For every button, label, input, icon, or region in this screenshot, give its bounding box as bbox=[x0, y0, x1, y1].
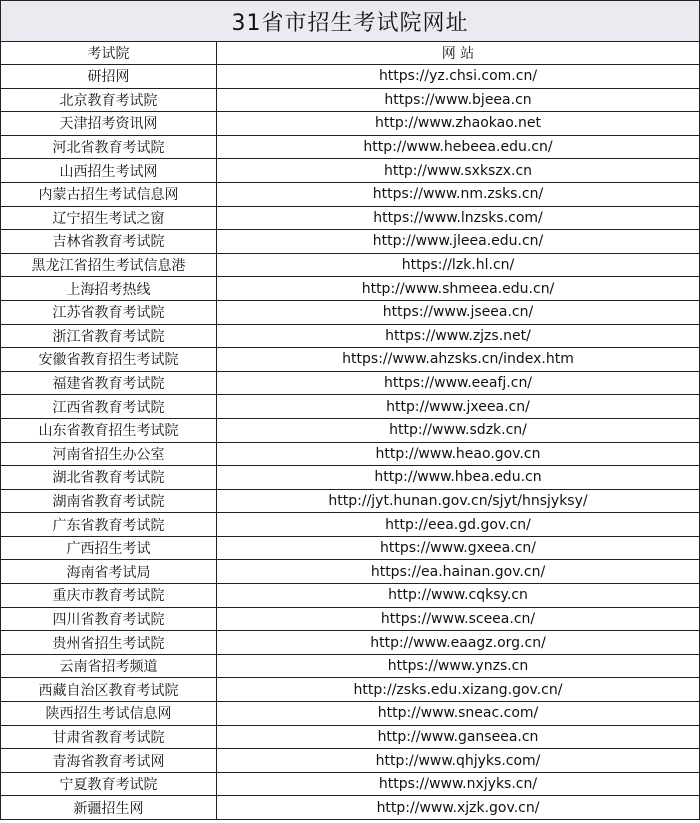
institute-name: 海南省考试局 bbox=[1, 560, 217, 584]
table-row bbox=[1, 182, 700, 206]
institute-url[interactable]: http://www.eaagz.org.cn/ bbox=[217, 631, 700, 655]
table-row bbox=[1, 88, 700, 112]
institute-url[interactable]: https://www.zjzs.net/ bbox=[217, 324, 700, 348]
table-row bbox=[1, 607, 700, 631]
institute-name: 湖南省教育考试院 bbox=[1, 489, 217, 513]
header-website: 网 站 bbox=[217, 42, 700, 65]
table-row bbox=[1, 749, 700, 773]
table-row bbox=[1, 206, 700, 230]
table-title: 31省市招生考试院网址 bbox=[1, 1, 700, 42]
institute-url[interactable]: http://www.zhaokao.net bbox=[217, 112, 700, 136]
table-row bbox=[1, 796, 700, 820]
institute-name: 黑龙江省招生考试信息港 bbox=[1, 253, 217, 277]
institute-url[interactable]: https://www.gxeea.cn/ bbox=[217, 536, 700, 560]
institute-name: 山西招生考试网 bbox=[1, 159, 217, 183]
institute-url[interactable]: http://www.jxeea.cn/ bbox=[217, 395, 700, 419]
table-row bbox=[1, 489, 700, 513]
table-row bbox=[1, 560, 700, 584]
institute-url[interactable]: http://eea.gd.gov.cn/ bbox=[217, 513, 700, 537]
institute-name: 江西省教育考试院 bbox=[1, 395, 217, 419]
institute-name: 西藏自治区教育考试院 bbox=[1, 678, 217, 702]
institute-name: 山东省教育招生考试院 bbox=[1, 418, 217, 442]
table-row bbox=[1, 230, 700, 254]
institute-name: 重庆市教育考试院 bbox=[1, 584, 217, 608]
institute-url[interactable]: http://www.sdzk.cn/ bbox=[217, 418, 700, 442]
institute-url[interactable]: https://www.bjeea.cn bbox=[217, 88, 700, 112]
table-row bbox=[1, 678, 700, 702]
institute-url[interactable]: http://www.shmeea.edu.cn/ bbox=[217, 277, 700, 301]
table-row bbox=[1, 418, 700, 442]
institute-name: 陕西招生考试信息网 bbox=[1, 702, 217, 726]
institute-name: 安徽省教育招生考试院 bbox=[1, 348, 217, 372]
institute-name: 河北省教育考试院 bbox=[1, 135, 217, 159]
institute-name: 天津招考资讯网 bbox=[1, 112, 217, 136]
institute-url[interactable]: http://www.xjzk.gov.cn/ bbox=[217, 796, 700, 820]
institute-url[interactable]: https://www.lnzsks.com/ bbox=[217, 206, 700, 230]
institute-name: 广东省教育考试院 bbox=[1, 513, 217, 537]
institute-url[interactable]: http://www.jleea.edu.cn/ bbox=[217, 230, 700, 254]
institute-url[interactable]: https://www.sceea.cn/ bbox=[217, 607, 700, 631]
institute-url[interactable]: http://www.hbea.edu.cn bbox=[217, 466, 700, 490]
institute-name: 上海招考热线 bbox=[1, 277, 217, 301]
institute-name: 新疆招生网 bbox=[1, 796, 217, 820]
table-row bbox=[1, 654, 700, 678]
institute-name: 湖北省教育考试院 bbox=[1, 466, 217, 490]
table-row bbox=[1, 536, 700, 560]
institute-url[interactable]: https://www.ynzs.cn bbox=[217, 654, 700, 678]
institute-url[interactable]: https://www.ahzsks.cn/index.htm bbox=[217, 348, 700, 372]
institute-name: 江苏省教育考试院 bbox=[1, 300, 217, 324]
institute-url[interactable]: http://www.qhjyks.com/ bbox=[217, 749, 700, 773]
institute-name: 四川省教育考试院 bbox=[1, 607, 217, 631]
table-body bbox=[1, 65, 700, 820]
table-row bbox=[1, 300, 700, 324]
table-row bbox=[1, 135, 700, 159]
table-row bbox=[1, 466, 700, 490]
institute-url[interactable]: https://ea.hainan.gov.cn/ bbox=[217, 560, 700, 584]
institute-url[interactable]: https://www.jseea.cn/ bbox=[217, 300, 700, 324]
table-row bbox=[1, 253, 700, 277]
institute-name: 内蒙古招生考试信息网 bbox=[1, 182, 217, 206]
table-row bbox=[1, 702, 700, 726]
table-row bbox=[1, 725, 700, 749]
institute-name: 云南省招考频道 bbox=[1, 654, 217, 678]
table-row bbox=[1, 772, 700, 796]
table-row bbox=[1, 442, 700, 466]
table-row bbox=[1, 159, 700, 183]
header-row bbox=[1, 42, 700, 65]
institute-name: 研招网 bbox=[1, 65, 217, 89]
institute-name: 吉林省教育考试院 bbox=[1, 230, 217, 254]
header-institute: 考试院 bbox=[1, 42, 217, 65]
institute-name: 北京教育考试院 bbox=[1, 88, 217, 112]
institute-url[interactable]: http://www.hebeea.edu.cn/ bbox=[217, 135, 700, 159]
institute-name: 辽宁招生考试之窗 bbox=[1, 206, 217, 230]
institute-url[interactable]: http://www.sneac.com/ bbox=[217, 702, 700, 726]
institute-name: 青海省教育考试网 bbox=[1, 749, 217, 773]
institute-url[interactable]: http://www.heao.gov.cn bbox=[217, 442, 700, 466]
table-row bbox=[1, 371, 700, 395]
institute-name: 甘肃省教育考试院 bbox=[1, 725, 217, 749]
institute-url[interactable]: https://www.eeafj.cn/ bbox=[217, 371, 700, 395]
institute-url[interactable]: http://www.sxkszx.cn bbox=[217, 159, 700, 183]
institute-url[interactable]: http://zsks.edu.xizang.gov.cn/ bbox=[217, 678, 700, 702]
institute-url[interactable]: http://www.ganseea.cn bbox=[217, 725, 700, 749]
table-row bbox=[1, 631, 700, 655]
institute-url[interactable]: https://www.nm.zsks.cn/ bbox=[217, 182, 700, 206]
institute-url[interactable]: http://www.cqksy.cn bbox=[217, 584, 700, 608]
institute-url[interactable]: https://yz.chsi.com.cn/ bbox=[217, 65, 700, 89]
institute-url[interactable]: http://jyt.hunan.gov.cn/sjyt/hnsjyksy/ bbox=[217, 489, 700, 513]
table-row bbox=[1, 348, 700, 372]
table-row bbox=[1, 65, 700, 89]
institute-name: 河南省招生办公室 bbox=[1, 442, 217, 466]
institute-name: 宁夏教育考试院 bbox=[1, 772, 217, 796]
table-row bbox=[1, 324, 700, 348]
institute-name: 贵州省招生考试院 bbox=[1, 631, 217, 655]
table-row bbox=[1, 395, 700, 419]
table-row bbox=[1, 584, 700, 608]
institute-name: 福建省教育考试院 bbox=[1, 371, 217, 395]
table-row bbox=[1, 513, 700, 537]
institute-url[interactable]: https://www.nxjyks.cn/ bbox=[217, 772, 700, 796]
title-row bbox=[1, 1, 700, 42]
table-row bbox=[1, 277, 700, 301]
institute-name: 浙江省教育考试院 bbox=[1, 324, 217, 348]
table-row bbox=[1, 112, 700, 136]
institute-name: 广西招生考试 bbox=[1, 536, 217, 560]
institute-url[interactable]: https://lzk.hl.cn/ bbox=[217, 253, 700, 277]
